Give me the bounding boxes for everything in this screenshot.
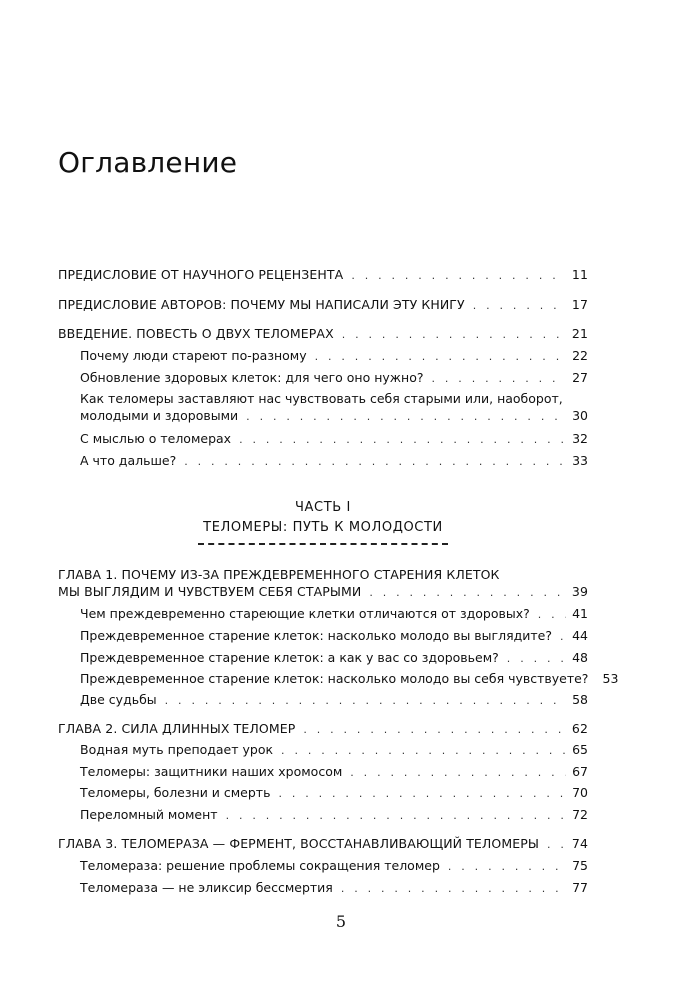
toc-subentry[interactable]: [80, 390, 588, 425]
toc-page-number: 32: [572, 431, 588, 446]
toc-page-number: 65: [572, 742, 588, 757]
dot-leader: [369, 584, 566, 601]
dot-leader: [303, 721, 566, 738]
toc-subentry[interactable]: [80, 857, 588, 875]
toc-entry-label: Почему люди стареют по-разному: [80, 348, 307, 363]
toc-page-number: 72: [572, 807, 588, 822]
dot-leader: [278, 785, 566, 802]
toc-page-number: 74: [571, 836, 588, 851]
toc-entry-label: Преждевременное старение клеток: а как у вас со здоровьем?: [80, 650, 499, 665]
toc-subentry[interactable]: [80, 763, 588, 781]
toc-entry-label-line2: МЫ ВЫГЛЯДИМ И ЧУВСТВУЕМ СЕБЯ СТАРЫМИ: [58, 584, 362, 599]
toc-entry-label: ВВЕДЕНИЕ. ПОВЕСТЬ О ДВУХ ТЕЛОМЕРАХ: [58, 326, 334, 341]
toc-page-number: 11: [571, 267, 588, 282]
dot-leader: [350, 764, 566, 781]
toc-subentry[interactable]: [80, 627, 588, 645]
toc-entry-label: Две судьбы: [80, 692, 157, 707]
toc-page-number: 62: [571, 721, 588, 736]
page-title: Оглавление: [58, 146, 238, 179]
toc-subentry[interactable]: [80, 784, 588, 802]
toc-entry-label: Преждевременное старение клеток: насколько молодо вы выглядите?: [80, 628, 552, 643]
toc-entry-label: ГЛАВА 3. ТЕЛОМЕРАЗА — ФЕРМЕНТ, ВОССТАНАВЛИВАЮЩИЙ ТЕЛОМЕРЫ: [58, 836, 540, 851]
dot-leader: [246, 408, 566, 425]
dot-leader: [473, 297, 566, 314]
toc-entry-chapter-3[interactable]: [58, 835, 588, 853]
toc-page-number: 30: [572, 408, 588, 423]
toc-page-number: 21: [571, 326, 588, 341]
dot-leader: [448, 858, 566, 875]
part-title: ТЕЛОМЕРЫ: ПУТЬ К МОЛОДОСТИ: [203, 520, 443, 535]
toc-entry-label: С мыслью о теломерах: [80, 431, 232, 446]
toc-page-number: 44: [572, 628, 588, 643]
toc-subentry[interactable]: [80, 605, 588, 623]
toc-entry-chapter-2[interactable]: [58, 720, 588, 738]
toc-subentry[interactable]: [80, 879, 588, 897]
toc-entry-chapter-1[interactable]: [58, 566, 588, 601]
toc-entry-label: ГЛАВА 2. СИЛА ДЛИННЫХ ТЕЛОМЕР: [58, 721, 296, 736]
dot-leader: [507, 650, 566, 667]
toc-subentry[interactable]: [80, 806, 588, 824]
toc-entry-label: Преждевременное старение клеток: насколько молодо вы себя чувствуете?: [80, 671, 589, 686]
toc-page-number: 75: [572, 858, 588, 873]
dot-leader: [239, 431, 566, 448]
toc-page-number: 22: [572, 348, 588, 363]
toc-entry-introduction[interactable]: [58, 325, 588, 343]
toc-page-number: 53: [602, 671, 619, 686]
toc-page-number: 77: [572, 880, 588, 895]
toc-page-number: 70: [572, 785, 588, 800]
toc-subentry[interactable]: [80, 369, 588, 387]
toc-entry-label: Теломеры, болезни и смерть: [80, 785, 271, 800]
toc-entry-label: А что дальше?: [80, 453, 177, 468]
toc-entry-label: Водная муть преподает урок: [80, 742, 274, 757]
toc-subentry[interactable]: [80, 452, 588, 470]
dot-leader: [432, 370, 566, 387]
dot-leader: [341, 880, 566, 897]
toc-entry-authors-preface[interactable]: [58, 296, 588, 314]
toc-page-number: 39: [571, 584, 588, 599]
toc-entry-label: Теломераза — не эликсир бессмертия: [80, 880, 333, 895]
toc-entry-label: Теломеры: защитники наших хромосом: [80, 764, 343, 779]
toc-entry-label: ПРЕДИСЛОВИЕ АВТОРОВ: ПОЧЕМУ МЫ НАПИСАЛИ ЭТУ КНИГУ: [58, 297, 465, 312]
toc-entry-label: ПРЕДИСЛОВИЕ ОТ НАУЧНОГО РЕЦЕНЗЕНТА: [58, 267, 344, 282]
toc-subentry[interactable]: [80, 741, 588, 759]
toc-page-number: 27: [572, 370, 588, 385]
toc-subentry[interactable]: [80, 649, 588, 667]
dot-leader: [315, 348, 566, 365]
part-divider: [198, 543, 448, 545]
dot-leader: [184, 453, 566, 470]
dot-leader: [226, 807, 566, 824]
dot-leader: [560, 628, 566, 645]
toc-page-number: 17: [571, 297, 588, 312]
part-number: ЧАСТЬ I: [295, 500, 351, 515]
toc-entry-label-line1: ГЛАВА 1. ПОЧЕМУ ИЗ-ЗА ПРЕЖДЕВРЕМЕННОГО СТАРЕНИЯ КЛЕТОК: [58, 567, 500, 582]
dot-leader: [538, 606, 566, 623]
dot-leader: [351, 267, 566, 284]
toc-page-number: 48: [572, 650, 588, 665]
toc-entry-label-line1: Как теломеры заставляют нас чувствовать себя старыми или, наоборот,: [80, 391, 563, 406]
toc-subentry[interactable]: [80, 347, 588, 365]
toc-entry-label: Переломный момент: [80, 807, 218, 822]
toc-subentry[interactable]: [80, 430, 588, 448]
toc-page-number: 33: [572, 453, 588, 468]
dot-leader: [165, 692, 566, 709]
toc-page-number: 67: [572, 764, 588, 779]
toc-subentry[interactable]: [80, 691, 588, 709]
toc-entry-label-line2: молодыми и здоровыми: [80, 408, 239, 423]
toc-subentry[interactable]: [80, 670, 619, 688]
dot-leader: [547, 836, 566, 853]
toc-entry-label: Обновление здоровых клеток: для чего оно нужно?: [80, 370, 424, 385]
dot-leader: [281, 742, 566, 759]
toc-page-number: 58: [572, 692, 588, 707]
toc-entry-label: Чем преждевременно стареющие клетки отличаются от здоровых?: [80, 606, 530, 621]
dot-leader: [342, 326, 566, 343]
page-number: 5: [335, 912, 347, 931]
toc-page-number: 41: [572, 606, 588, 621]
toc-entry-reviewer-preface[interactable]: [58, 266, 588, 284]
toc-entry-label: Теломераза: решение проблемы сокращения теломер: [80, 858, 440, 873]
